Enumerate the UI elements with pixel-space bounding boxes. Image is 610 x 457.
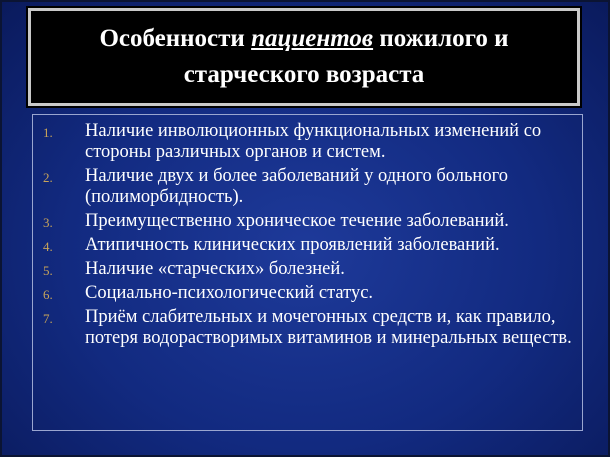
list-item: [33, 307, 582, 349]
title-line2: старческого возраста: [183, 61, 425, 88]
list-item: [33, 121, 582, 163]
list-item-text: Наличие инволюционных функциональных изменений со стороны различных органов и систем.: [85, 121, 542, 162]
content-box: [32, 114, 583, 431]
title-box: [28, 8, 580, 106]
list-item-text: Наличие «старческих» болезней.: [85, 259, 345, 279]
list-item-number: 3.: [43, 215, 53, 230]
list-item: [33, 235, 582, 256]
list-item: [33, 166, 582, 208]
list-item: [33, 259, 582, 280]
title-part2: пожилого и: [373, 25, 509, 52]
list-item: [33, 211, 582, 232]
list-item-number: 4.: [43, 239, 53, 254]
list-item-number: 7.: [43, 311, 53, 326]
slide-title: [99, 21, 508, 93]
list-item: [33, 283, 582, 304]
title-part1: Особенности: [99, 25, 252, 52]
features-list: [33, 121, 582, 352]
list-item-text: Наличие двух и более заболеваний у одного больного (полиморбидность).: [85, 166, 508, 207]
list-item-text: Социально-психологический статус.: [85, 283, 374, 303]
list-item-text: Преимущественно хроническое течение заболеваний.: [85, 211, 509, 231]
list-item-text: Приём слабительных и мочегонных средств и, как правило, потеря водорастворимых витаминов и минеральных веществ.: [85, 307, 572, 348]
list-item-number: 5.: [43, 263, 53, 278]
list-item-number: 1.: [43, 125, 53, 140]
list-item-number: 6.: [43, 287, 53, 302]
list-item-text: Атипичность клинических проявлений заболеваний.: [85, 235, 500, 255]
title-emphasis: пациентов: [251, 25, 374, 52]
list-item-number: 2.: [43, 170, 53, 185]
